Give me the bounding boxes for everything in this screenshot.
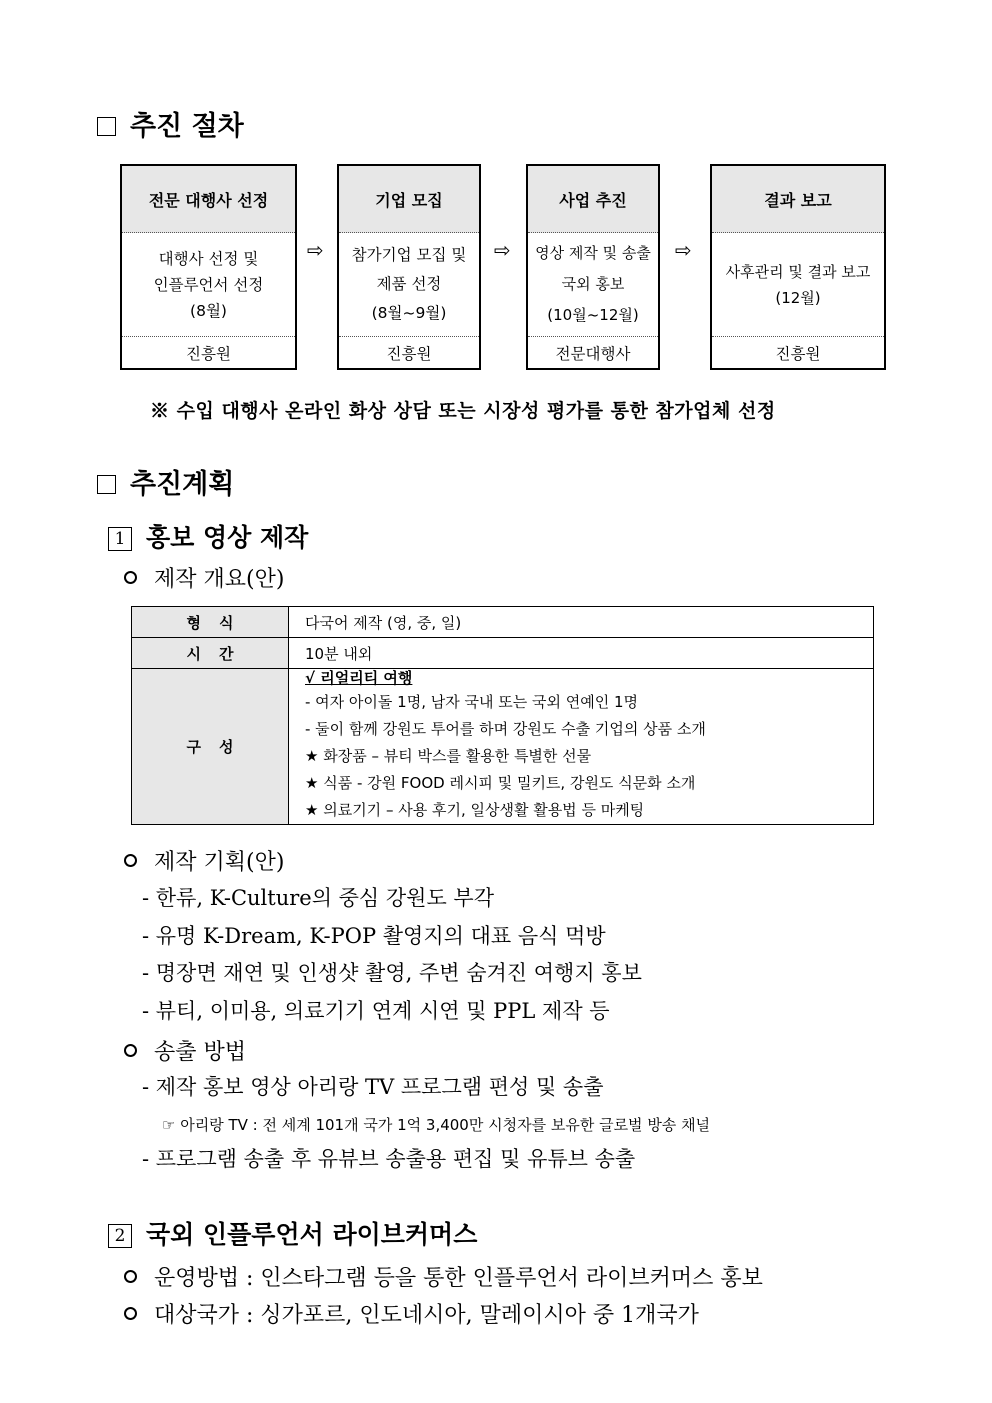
section-number-box: 2 <box>108 1224 132 1248</box>
table-row <box>132 638 874 669</box>
table-row <box>132 669 874 825</box>
composition-line: - 둘이 함께 강원도 투어를 하며 강원도 수출 기업의 상품 소개 <box>305 720 706 738</box>
planning-item: - 한류, K-Culture의 중심 강원도 부각 <box>142 886 495 910</box>
broadcast-note: ☞ 아리랑 TV : 전 세계 101개 국가 1억 3,400만 시청자를 보유한 글로벌 방송 채널 <box>162 1116 711 1134</box>
composition-title: √ 리얼리티 여행 <box>305 669 413 687</box>
circle-bullet-icon <box>124 571 137 584</box>
step-owner: 진흥원 <box>775 344 821 363</box>
circle-bullet-icon <box>124 1307 137 1320</box>
planning-item: - 명장면 재연 및 인생샷 촬영, 주변 숨겨진 여행지 홍보 <box>142 961 642 985</box>
plan-heading: 추진계획 <box>97 462 234 501</box>
composition-line: ★ 식품 - 강원 FOOD 레시피 및 밀키트, 강원도 식문화 소개 <box>305 774 696 792</box>
step-body: 사후관리 및 결과 보고 (12월) <box>712 233 884 337</box>
section-1-heading: 1 홍보 영상 제작 <box>108 518 308 554</box>
composition-line: ★ 의료기기 – 사용 후기, 일상생활 활용법 등 마케팅 <box>305 801 645 819</box>
broadcast-item: - 제작 홍보 영상 아리랑 TV 프로그램 편성 및 송출 <box>142 1075 604 1099</box>
step-body: 참가기업 모집 및 제품 선정 (8월~9월) <box>339 233 479 337</box>
overview-heading: 제작 개요(안) <box>124 562 284 593</box>
section-2-heading: 2 국외 인플루언서 라이브커머스 <box>108 1215 477 1251</box>
procedure-step-1 <box>120 164 297 370</box>
procedure-note: ※ 수입 대행사 온라인 화상 상담 또는 시장성 평가를 통한 참가업체 선정 <box>150 400 776 422</box>
step-header: 결과 보고 <box>712 166 884 233</box>
arrow-right-icon: ⇨ <box>494 238 511 262</box>
planning-item: - 뷰티, 이미용, 의료기기 연계 시연 및 PPL 제작 등 <box>142 999 610 1023</box>
arrow-right-icon: ⇨ <box>307 238 324 262</box>
step-header: 사업 추진 <box>528 166 658 233</box>
section-2-item: 운영방법 : 인스타그램 등을 통한 인플루언서 라이브커머스 홍보 <box>124 1261 763 1292</box>
arrow-right-icon: ⇨ <box>675 238 692 262</box>
procedure-step-4 <box>710 164 886 370</box>
section-2-item: 대상국가 : 싱가포르, 인도네시아, 말레이시아 중 1개국가 <box>124 1298 699 1329</box>
time-label: 시간 <box>132 638 289 669</box>
table-row <box>132 607 874 638</box>
section-number-box: 1 <box>108 527 132 551</box>
step-header: 전문 대행사 선정 <box>122 166 295 233</box>
format-label: 형식 <box>132 607 289 638</box>
checkbox-square-icon <box>97 117 116 136</box>
overview-table <box>131 606 874 825</box>
time-value: 10분 내외 <box>289 638 874 669</box>
checkbox-square-icon <box>97 475 116 494</box>
procedure-step-2 <box>337 164 481 370</box>
step-body: 대행사 선정 및 인플루언서 선정 (8월) <box>122 233 295 337</box>
step-header: 기업 모집 <box>339 166 479 233</box>
composition-label: 구성 <box>132 669 289 825</box>
procedure-step-3 <box>526 164 660 370</box>
format-value: 다국어 제작 (영, 중, 일) <box>289 607 874 638</box>
broadcast-heading: 송출 방법 <box>124 1035 246 1066</box>
composition-line: ★ 화장품 – 뷰티 박스를 활용한 특별한 선물 <box>305 747 592 765</box>
step-owner: 진흥원 <box>386 344 432 363</box>
broadcast-item: - 프로그램 송출 후 유뷰브 송출용 편집 및 유튜브 송출 <box>142 1147 636 1171</box>
step-owner: 전문대행사 <box>555 344 631 363</box>
circle-bullet-icon <box>124 854 137 867</box>
circle-bullet-icon <box>124 1044 137 1057</box>
step-owner: 진흥원 <box>186 344 231 363</box>
planning-item: - 유명 K-Dream, K-POP 촬영지의 대표 음식 먹방 <box>142 924 606 948</box>
step-body: 영상 제작 및 송출 국외 홍보 (10월~12월) <box>528 233 658 337</box>
planning-heading: 제작 기획(안) <box>124 845 284 876</box>
composition-value <box>289 669 874 825</box>
procedure-heading: 추진 절차 <box>97 104 244 143</box>
composition-line: - 여자 아이돌 1명, 남자 국내 또는 국외 연예인 1명 <box>305 693 639 711</box>
circle-bullet-icon <box>124 1270 137 1283</box>
